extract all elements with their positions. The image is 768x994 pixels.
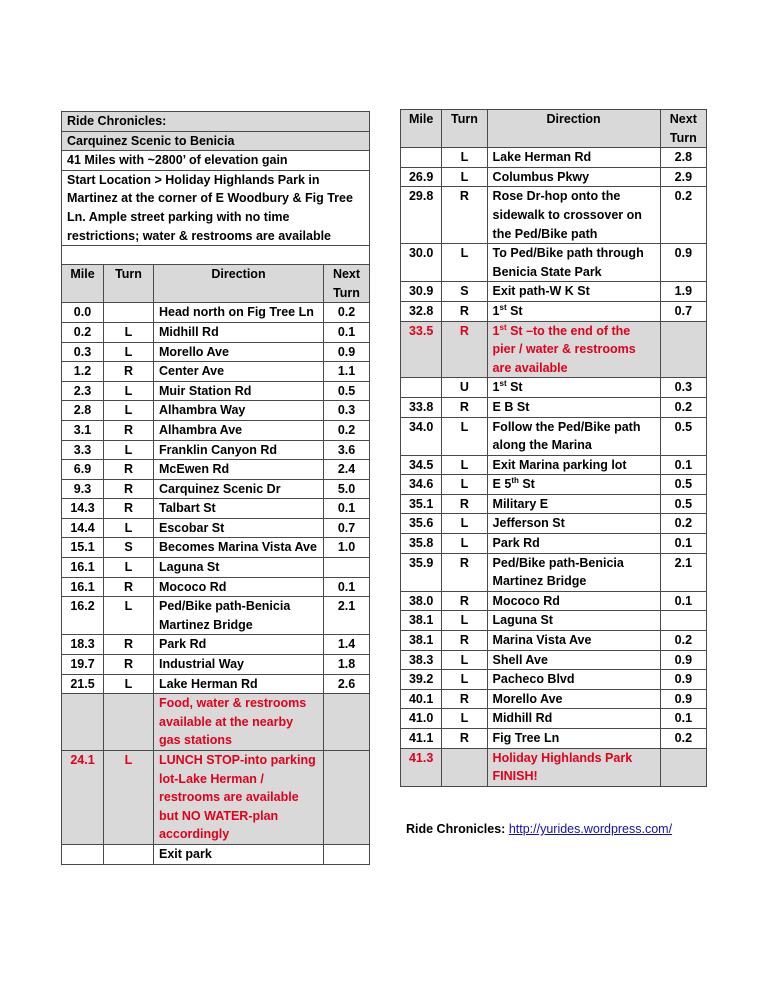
table-row — [401, 650, 707, 670]
cell-mile: 38.1 — [401, 611, 442, 631]
table-row — [62, 381, 370, 401]
cell-next: 2.9 — [660, 167, 706, 187]
cell-direction: McEwen Rd — [154, 460, 324, 480]
col-direction: Direction — [487, 110, 660, 148]
cell-mile: 29.8 — [401, 187, 442, 244]
cell-mile: 16.2 — [62, 597, 104, 635]
cell-turn: L — [442, 455, 487, 475]
header-row — [401, 110, 707, 148]
cell-mile: 15.1 — [62, 538, 104, 558]
cell-mile: 41.0 — [401, 709, 442, 729]
cell-turn: R — [442, 187, 487, 244]
cell-direction: Mococo Rd — [154, 577, 324, 597]
u-turn-row: U 1st St 0.3 — [401, 378, 707, 398]
cell-direction: Becomes Marina Vista Ave — [154, 538, 324, 558]
cell-mile: 3.3 — [62, 440, 104, 460]
table-row — [62, 655, 370, 675]
table-row — [401, 534, 707, 554]
cell-direction: Marina Vista Ave — [487, 631, 660, 651]
cell-direction: Industrial Way — [154, 655, 324, 675]
table-row — [62, 401, 370, 421]
cell-next: 2.6 — [324, 674, 370, 694]
cell-turn: L — [104, 322, 154, 342]
cell-next: 1.9 — [660, 282, 706, 302]
cell-turn: L — [104, 381, 154, 401]
cell-next: 0.1 — [324, 322, 370, 342]
cell-next: 0.1 — [660, 455, 706, 475]
cell-mile: 35.9 — [401, 553, 442, 591]
cell-next: 2.8 — [660, 148, 706, 168]
table-row — [401, 244, 707, 282]
spacer-row — [62, 246, 370, 265]
cell-turn: L — [442, 650, 487, 670]
header-row — [62, 265, 370, 303]
cell-direction: Shell Ave — [487, 650, 660, 670]
cell-next: 2.1 — [660, 553, 706, 591]
cell-mile: 30.0 — [401, 244, 442, 282]
cell-next: 0.5 — [660, 494, 706, 514]
cell-mile: 16.1 — [62, 577, 104, 597]
cell-next: 1.8 — [324, 655, 370, 675]
table-row — [62, 420, 370, 440]
cell-direction: Escobar St — [154, 518, 324, 538]
cell-turn: R — [442, 729, 487, 749]
cell-mile: 6.9 — [62, 460, 104, 480]
first-st-row: 32.8 R 1st St 0.7 — [401, 301, 707, 321]
cell-next — [324, 558, 370, 578]
cell-mile: 40.1 — [401, 689, 442, 709]
cell-turn: L — [104, 674, 154, 694]
cell-mile: 9.3 — [62, 479, 104, 499]
cell-turn: R — [104, 420, 154, 440]
table-row — [62, 518, 370, 538]
cell-direction: Rose Dr-hop onto the sidewalk to crossover on the Ped/Bike path — [487, 187, 660, 244]
cell-next: 0.2 — [660, 397, 706, 417]
cell-mile: 2.3 — [62, 381, 104, 401]
cell-direction: Park Rd — [487, 534, 660, 554]
table-row — [401, 494, 707, 514]
cell-direction: Columbus Pkwy — [487, 167, 660, 187]
cell-direction: Exit Marina parking lot — [487, 455, 660, 475]
cell-direction: Midhill Rd — [487, 709, 660, 729]
cell-direction: Mococo Rd — [487, 591, 660, 611]
cell-mile: 18.3 — [62, 635, 104, 655]
cell-direction: Exit path-W K St — [487, 282, 660, 302]
lunch-row: 24.1 L LUNCH STOP-into parking lot-Lake Herman / restrooms are available but NO WATER-plan accordingly — [62, 751, 370, 845]
table-row — [401, 729, 707, 749]
cell-direction: Follow the Ped/Bike path along the Marina — [487, 417, 660, 455]
cell-next: 1.4 — [324, 635, 370, 655]
cell-mile: 39.2 — [401, 670, 442, 690]
cell-mile: 41.1 — [401, 729, 442, 749]
cell-mile: 35.8 — [401, 534, 442, 554]
cell-next: 0.9 — [660, 670, 706, 690]
table-row — [62, 479, 370, 499]
col-mile: Mile — [401, 110, 442, 148]
cell-turn: R — [442, 689, 487, 709]
cell-direction: Carquinez Scenic Dr — [154, 479, 324, 499]
cell-mile: 38.1 — [401, 631, 442, 651]
cell-turn: L — [104, 518, 154, 538]
cell-direction: Morello Ave — [487, 689, 660, 709]
cell-next: 0.1 — [324, 577, 370, 597]
cell-direction: Military E — [487, 494, 660, 514]
cell-next: 0.2 — [660, 631, 706, 651]
food-note: Food, water & restrooms available at the nearby gas stations — [154, 694, 324, 751]
cell-mile: 2.8 — [62, 401, 104, 421]
cell-next: 0.2 — [324, 420, 370, 440]
cell-mile: 38.0 — [401, 591, 442, 611]
cell-direction: Lake Herman Rd — [487, 148, 660, 168]
col-mile: Mile — [62, 265, 104, 303]
table-row — [401, 282, 707, 302]
cell-direction: Laguna St — [154, 558, 324, 578]
cell-turn: L — [442, 534, 487, 554]
cell-mile: 30.9 — [401, 282, 442, 302]
cell-next: 0.9 — [324, 342, 370, 362]
cell-turn: R — [104, 635, 154, 655]
cell-turn: R — [442, 397, 487, 417]
cell-next: 0.9 — [660, 689, 706, 709]
cell-mile: 34.0 — [401, 417, 442, 455]
cell-next: 0.2 — [660, 729, 706, 749]
col-turn: Turn — [442, 110, 487, 148]
cell-turn: R — [442, 494, 487, 514]
cell-turn: L — [442, 148, 487, 168]
table-row — [401, 417, 707, 455]
table-row — [62, 499, 370, 519]
cell-next: 3.6 — [324, 440, 370, 460]
cell-next: 0.9 — [660, 650, 706, 670]
col-direction: Direction — [154, 265, 324, 303]
right-cue-table — [400, 109, 707, 787]
cell-next: 0.1 — [660, 591, 706, 611]
cell-turn: R — [104, 362, 154, 382]
cell-turn: L — [442, 709, 487, 729]
cell-turn: L — [442, 611, 487, 631]
cell-turn: L — [442, 244, 487, 282]
cell-direction: Park Rd — [154, 635, 324, 655]
cell-mile: 0.3 — [62, 342, 104, 362]
cell-mile: 38.3 — [401, 650, 442, 670]
cell-next: 1.1 — [324, 362, 370, 382]
cell-direction: Muir Station Rd — [154, 381, 324, 401]
cell-mile: 34.5 — [401, 455, 442, 475]
cell-turn: R — [442, 591, 487, 611]
table-row — [62, 674, 370, 694]
table-row — [62, 538, 370, 558]
cell-direction: Alhambra Ave — [154, 420, 324, 440]
table-row — [401, 514, 707, 534]
table-row — [401, 553, 707, 591]
col-turn: Turn — [104, 265, 154, 303]
lunch-note: LUNCH STOP-into parking lot-Lake Herman / restrooms are available but NO WATER-plan accordingly — [154, 751, 324, 845]
table-row — [62, 577, 370, 597]
table-row — [401, 148, 707, 168]
cell-next: 2.4 — [324, 460, 370, 480]
cell-next: 0.9 — [660, 244, 706, 282]
ride-title: Ride Chronicles: — [62, 112, 370, 132]
cell-direction: Talbart St — [154, 499, 324, 519]
cell-direction: Lake Herman Rd — [154, 674, 324, 694]
table-row — [62, 558, 370, 578]
table-row — [401, 187, 707, 244]
cell-turn: S — [442, 282, 487, 302]
e5th-row: 34.6 L E 5th St 0.5 — [401, 475, 707, 495]
table-row — [62, 440, 370, 460]
cell-mile: 35.6 — [401, 514, 442, 534]
cell-turn: L — [104, 597, 154, 635]
cell-mile — [401, 148, 442, 168]
cell-turn — [104, 303, 154, 323]
cell-turn: L — [104, 440, 154, 460]
pier-row: 33.5 R 1st St –to the end of the pier / water & restrooms are available — [401, 321, 707, 378]
cell-mile: 14.3 — [62, 499, 104, 519]
cell-turn: R — [104, 655, 154, 675]
cell-turn: L — [104, 342, 154, 362]
start-location: Start Location > Holiday Highlands Park in Martinez at the corner of E Woodbury & Fig Tree Ln. Ample street parking with no time restrictions; water & restrooms are available — [62, 170, 370, 245]
table-row — [401, 167, 707, 187]
cell-mile: 33.8 — [401, 397, 442, 417]
cell-next: 0.3 — [324, 401, 370, 421]
table-row — [401, 591, 707, 611]
table-row — [62, 460, 370, 480]
cell-turn: L — [104, 558, 154, 578]
table-row — [401, 709, 707, 729]
cell-direction: Pacheco Blvd — [487, 670, 660, 690]
cell-next: 0.7 — [324, 518, 370, 538]
cell-turn: R — [104, 479, 154, 499]
table-row — [62, 303, 370, 323]
table-row — [401, 689, 707, 709]
route-name: Carquinez Scenic to Benicia — [62, 131, 370, 151]
table-row — [62, 597, 370, 635]
cell-mile: 14.4 — [62, 518, 104, 538]
cell-turn: R — [104, 460, 154, 480]
cell-turn: R — [104, 577, 154, 597]
cell-direction: Ped/Bike path-Benicia Martinez Bridge — [154, 597, 324, 635]
cell-direction: Jefferson St — [487, 514, 660, 534]
cell-direction: Center Ave — [154, 362, 324, 382]
cell-mile: 16.1 — [62, 558, 104, 578]
cell-turn: R — [442, 631, 487, 651]
cell-mile: 1.2 — [62, 362, 104, 382]
finish-note: Holiday Highlands Park FINISH! — [487, 748, 660, 786]
cell-mile: 0.2 — [62, 322, 104, 342]
distance-info: 41 Miles with ~2800’ of elevation gain — [62, 151, 370, 171]
cell-mile: 19.7 — [62, 655, 104, 675]
col-next: Next Turn — [660, 110, 706, 148]
exit-park-row: Exit park — [62, 844, 370, 864]
cell-next — [660, 611, 706, 631]
cell-turn: L — [442, 417, 487, 455]
cell-direction: Ped/Bike path-Benicia Martinez Bridge — [487, 553, 660, 591]
food-note-row — [62, 694, 370, 751]
cell-next: 2.1 — [324, 597, 370, 635]
cell-next: 0.5 — [324, 381, 370, 401]
table-row — [62, 635, 370, 655]
cell-turn: R — [442, 553, 487, 591]
col-next: Next Turn — [324, 265, 370, 303]
table-row — [62, 322, 370, 342]
cell-next: 0.5 — [660, 417, 706, 455]
cell-next: 0.1 — [324, 499, 370, 519]
cell-direction: Laguna St — [487, 611, 660, 631]
cell-turn: L — [442, 167, 487, 187]
cell-mile: 35.1 — [401, 494, 442, 514]
cell-mile: 21.5 — [62, 674, 104, 694]
cell-direction: Head north on Fig Tree Ln — [154, 303, 324, 323]
footer — [406, 822, 672, 836]
left-cue-table — [61, 111, 370, 865]
cell-next: 5.0 — [324, 479, 370, 499]
cell-direction: Midhill Rd — [154, 322, 324, 342]
cell-direction: Morello Ave — [154, 342, 324, 362]
cell-turn: L — [442, 514, 487, 534]
cell-mile: 3.1 — [62, 420, 104, 440]
cell-turn: L — [442, 670, 487, 690]
cell-turn: L — [104, 401, 154, 421]
left-rows — [62, 303, 370, 694]
cell-turn: R — [104, 499, 154, 519]
footer-label: Ride Chronicles: — [406, 822, 506, 836]
cell-next: 0.2 — [660, 514, 706, 534]
table-row — [401, 397, 707, 417]
cell-direction: To Ped/Bike path through Benicia State Park — [487, 244, 660, 282]
cell-direction: E B St — [487, 397, 660, 417]
cell-mile: 0.0 — [62, 303, 104, 323]
cell-mile: 26.9 — [401, 167, 442, 187]
cell-next: 0.1 — [660, 709, 706, 729]
table-row — [401, 455, 707, 475]
cell-direction: Alhambra Way — [154, 401, 324, 421]
table-row — [401, 631, 707, 651]
cell-next: 1.0 — [324, 538, 370, 558]
cell-direction: Fig Tree Ln — [487, 729, 660, 749]
table-row — [401, 611, 707, 631]
finish-row: 41.3 Holiday Highlands Park FINISH! — [401, 748, 707, 786]
cell-next: 0.2 — [324, 303, 370, 323]
cell-direction: Franklin Canyon Rd — [154, 440, 324, 460]
cell-next: 0.2 — [660, 187, 706, 244]
cell-next: 0.1 — [660, 534, 706, 554]
blog-link[interactable]: http://yurides.wordpress.com/ — [508, 822, 673, 836]
table-row — [62, 342, 370, 362]
table-row — [62, 362, 370, 382]
table-row — [401, 670, 707, 690]
cell-turn: S — [104, 538, 154, 558]
